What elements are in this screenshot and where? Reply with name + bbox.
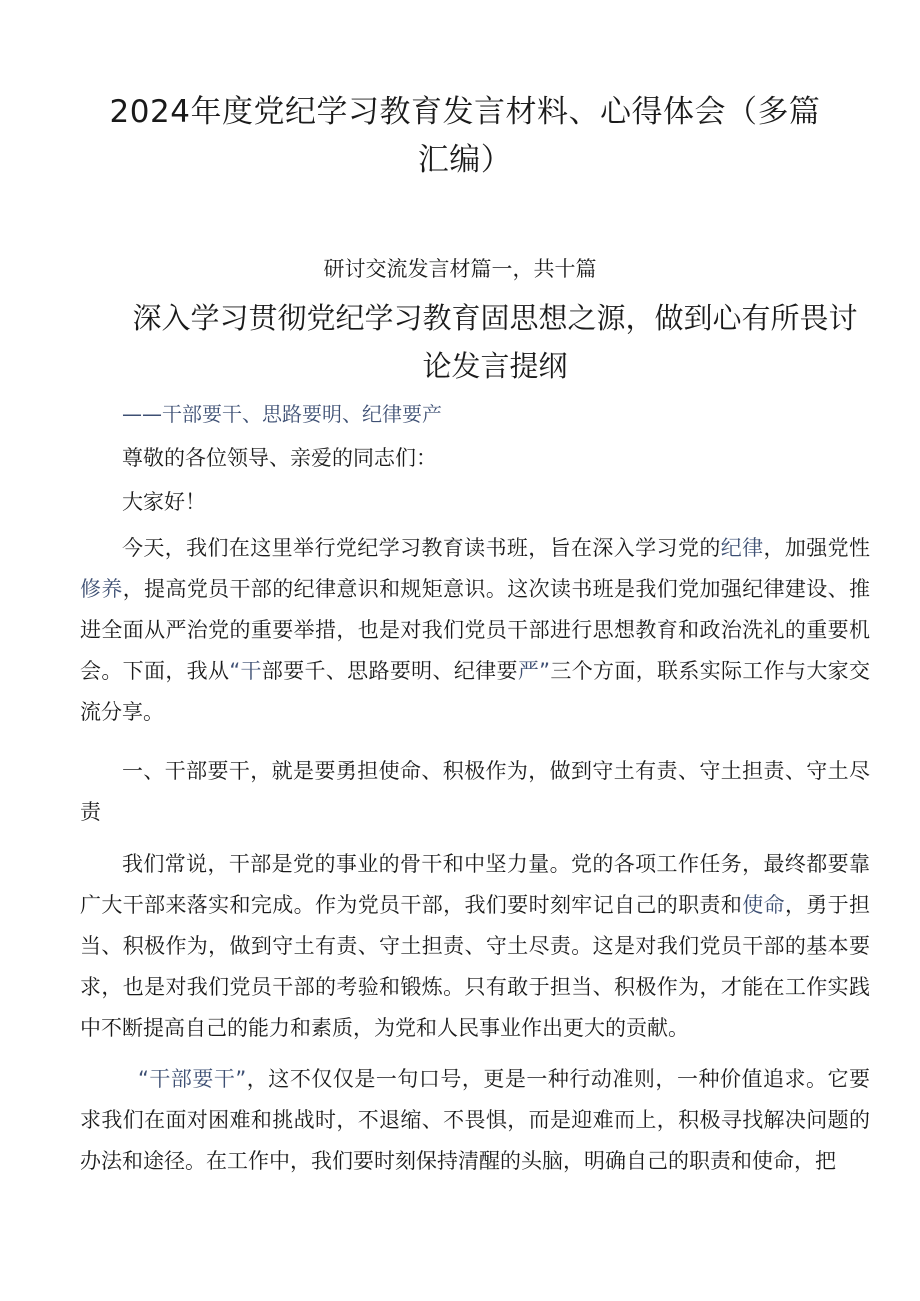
section-tagline: ——干部要干、思路要明、纪律要产 [122, 402, 442, 426]
highlight-text: “干部要干” [138, 1067, 247, 1091]
section-heading-one: 一、干部要干，就是要勇担使命、积极作为，做到守土有责、守土担责、守土尽责 [80, 759, 870, 824]
paragraph-intro [80, 528, 870, 733]
highlight-text: 修养 [80, 577, 123, 601]
paragraph-text: 我们常说，干部是党的事业的骨干和中坚力量。党的各项工作任务，最终都要靠广大干部来落实和完成。作为党员干部，我们要时刻牢记自己的职责和 [80, 852, 870, 917]
highlight-text: 严” [517, 659, 551, 683]
section-title: 深入学习贯彻党纪学习教育固思想之源，做到心有所畏讨论发言提纲 [132, 301, 858, 383]
paragraph-text: 部要千、思路要明、纪律要 [261, 659, 518, 683]
salutation: 尊敬的各位领导、亲爱的同志们： [122, 446, 437, 470]
highlight-text: 使命 [742, 893, 785, 917]
paragraph-body [80, 844, 870, 1049]
paragraph-text: ，加强党性 [763, 536, 870, 560]
paragraph-text: ，这不仅仅是一句口号，更是一种行动准则，一种价值追求。它要求我们在面对困难和挑战时，不退缩、不畏惧，而是迎难而上，积极寻找解决问题的办法和途径。在工作中，我们要时刻保持清醒的头脑，明确自己的职责和使命，把 [80, 1067, 870, 1173]
paragraph-text: 三个方面，联系实际工作与大家交流分享。 [80, 659, 870, 724]
greeting: 大家好！ [122, 490, 206, 514]
section-label: 研讨交流发言材篇一，共十篇 [323, 257, 597, 281]
paragraph-text: ，提高党员干部的纪律意识和规矩意识。这次读书班是我们党加强纪律建设、推进全面从严治党的重要举措，也是对我们党员干部进行思想教育和政治洗礼的重要机会。下面，我从 [80, 577, 871, 683]
highlight-text: 纪律 [720, 536, 764, 560]
document-title: 2024年度党纪学习教育发言材料、心得体会（多篇汇编） [109, 94, 821, 178]
paragraph-text: 今天，我们在这里举行党纪学习教育读书班，旨在深入学习党的 [122, 536, 721, 560]
paragraph-body [80, 1059, 870, 1182]
highlight-text: “干 [229, 659, 262, 683]
paragraph-text: ，勇于担当、积极作为，做到守土有责、守土担责、守土尽责。这是对我们党员干部的基本要求，也是对我们党员干部的考验和锻炼。只有敢于担当、积极作为，才能在工作实践中不断提高自己的能力和素质，为党和人民事业作出更大的贡献。 [80, 893, 871, 1040]
